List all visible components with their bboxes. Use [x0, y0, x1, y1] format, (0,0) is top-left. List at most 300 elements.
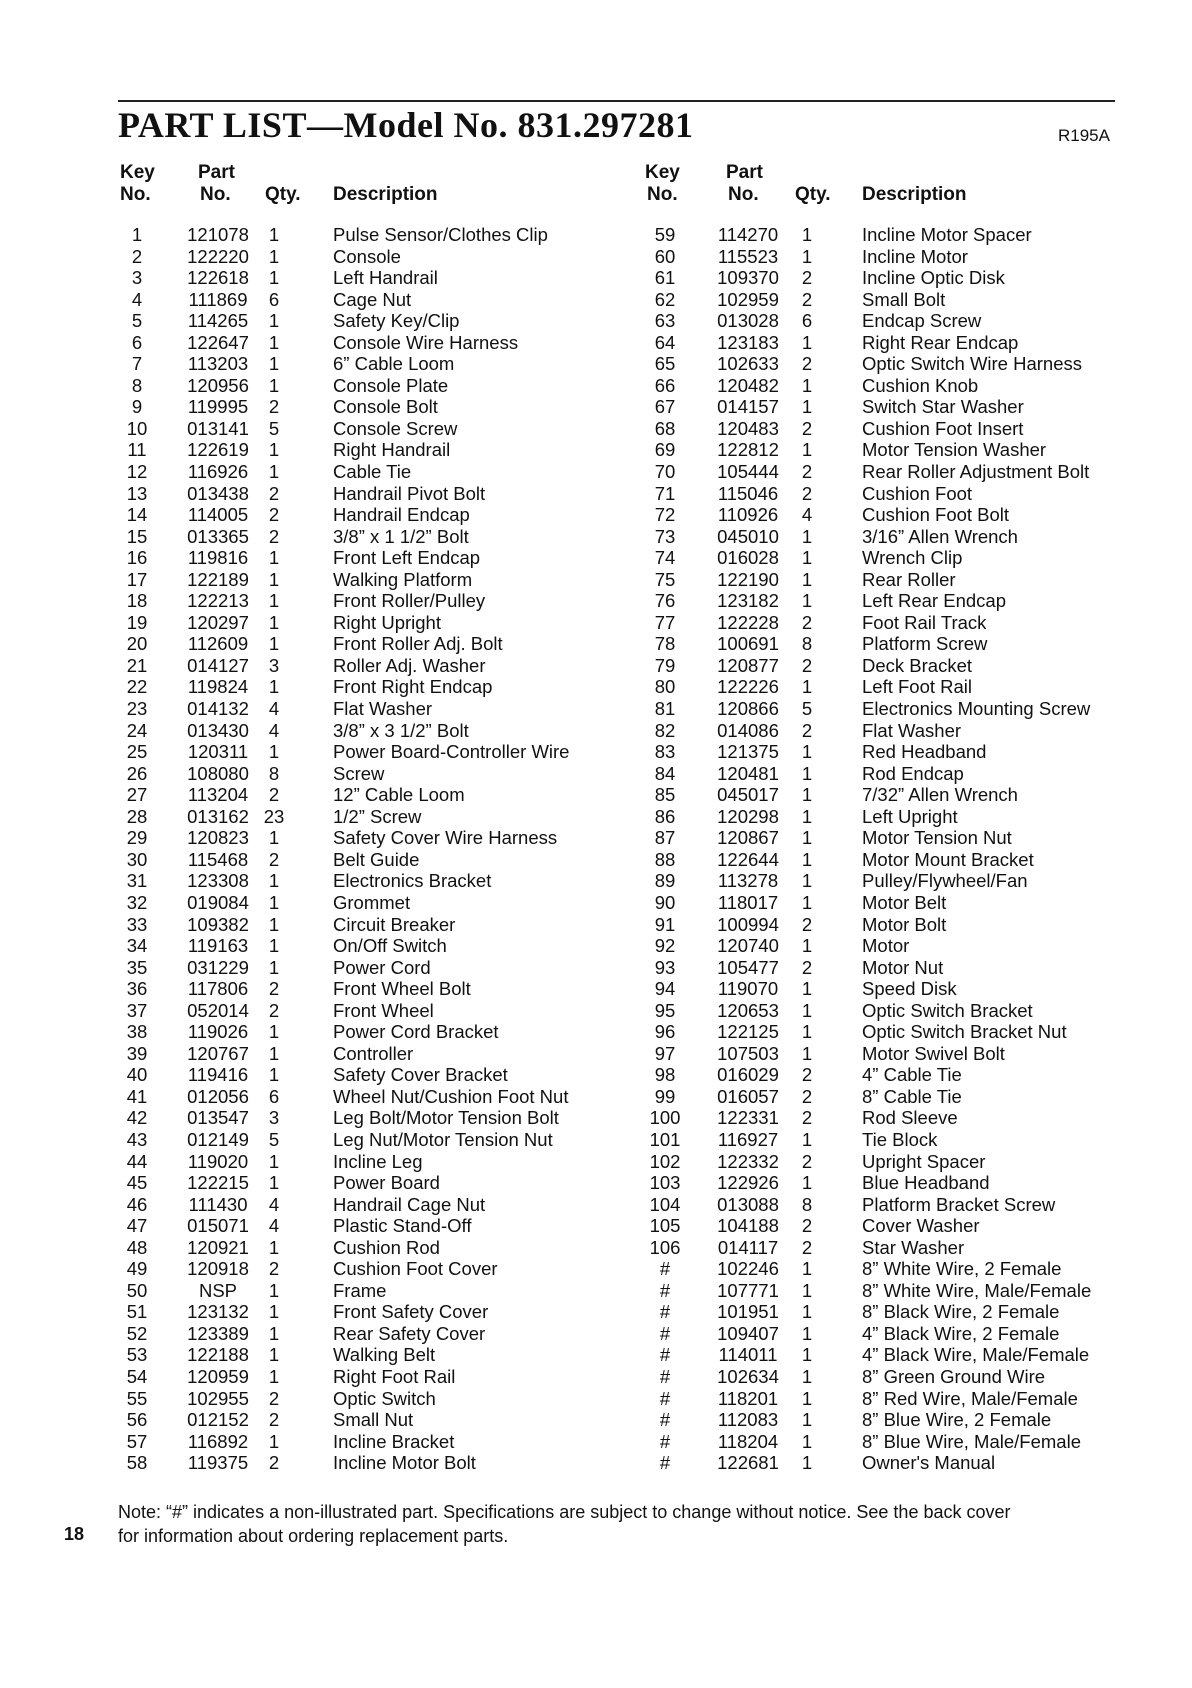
part-no: 012149 [187, 1128, 249, 1150]
part-no: 102955 [187, 1387, 249, 1409]
part-no: NSP [198, 1279, 238, 1301]
part-no: 122332 [717, 1150, 779, 1172]
part-no: 014157 [717, 396, 779, 418]
key-no: 74 [654, 547, 676, 569]
qty: 1 [801, 1430, 813, 1452]
key-no: 27 [126, 784, 148, 806]
key-no: 88 [654, 848, 676, 870]
table-row [0, 935, 1192, 957]
table-row [0, 246, 1192, 268]
part-no: 120921 [187, 1236, 249, 1258]
key-no: 85 [654, 784, 676, 806]
description: Right Upright [333, 611, 441, 633]
qty: 2 [268, 999, 280, 1021]
part-no: 119070 [717, 978, 779, 1000]
title-rule [118, 100, 1115, 102]
description: Motor Belt [862, 891, 947, 913]
key-no: 71 [654, 482, 676, 504]
qty: 3 [268, 654, 280, 676]
description: 4” Black Wire, 2 Female [862, 1322, 1060, 1344]
key-no: 44 [126, 1150, 148, 1172]
key-no: 100 [649, 1107, 681, 1129]
description: Walking Belt [333, 1344, 436, 1366]
part-no: 121078 [187, 224, 249, 245]
qty: 6 [801, 310, 813, 332]
part-no: 016057 [717, 1085, 779, 1107]
table-row [0, 892, 1192, 914]
table-row [0, 676, 1192, 698]
part-no: 013438 [187, 482, 249, 504]
part-no: 109382 [187, 913, 249, 935]
part-no: 110926 [717, 504, 779, 526]
description: 8” White Wire, Male/Female [862, 1279, 1092, 1301]
part-no: 031229 [187, 956, 249, 978]
key-no: 81 [654, 698, 676, 720]
key-no: 1 [131, 224, 143, 245]
key-no: 98 [654, 1064, 676, 1086]
key-no: 24 [126, 719, 148, 741]
key-no: 31 [126, 870, 148, 892]
part-no: 012152 [187, 1409, 249, 1431]
part-no: 014086 [717, 719, 779, 741]
table-row [0, 1172, 1192, 1194]
part-no: 045017 [717, 784, 779, 806]
part-no: 112083 [717, 1409, 779, 1431]
qty: 1 [801, 1322, 813, 1344]
table-row [0, 547, 1192, 569]
table-row [0, 612, 1192, 634]
qty: 5 [268, 1128, 280, 1150]
part-no: 013547 [187, 1107, 249, 1129]
qty: 1 [801, 676, 813, 698]
qty: 1 [801, 1042, 813, 1064]
key-no: 64 [654, 331, 676, 353]
key-no: 6 [131, 331, 143, 353]
page-number: 18 [64, 1524, 85, 1544]
part-no: 014132 [187, 698, 249, 720]
qty: 1 [268, 1021, 280, 1043]
qty: 2 [801, 611, 813, 633]
part-no: 013028 [717, 310, 779, 332]
part-no: 114265 [187, 310, 249, 332]
part-no: 019084 [187, 891, 249, 913]
key-no: 82 [654, 719, 676, 741]
description: Roller Adj. Washer [333, 654, 486, 676]
key-no: 97 [654, 1042, 676, 1064]
qty: 6 [268, 288, 280, 310]
qty: 2 [801, 913, 813, 935]
description: Power Cord Bracket [333, 1021, 499, 1043]
key-no: 16 [126, 547, 148, 569]
description: Right Handrail [333, 439, 451, 461]
qty: 4 [268, 698, 280, 720]
key-no: 35 [126, 956, 148, 978]
key-no: 46 [126, 1193, 148, 1215]
table-row [0, 1129, 1192, 1151]
key-no: 80 [654, 676, 676, 698]
description: Incline Motor Spacer [862, 224, 1032, 245]
table-row [0, 590, 1192, 612]
part-no: 016028 [717, 547, 779, 569]
part-no: 122188 [187, 1344, 249, 1366]
part-no: 101951 [717, 1301, 779, 1323]
table-row [0, 1215, 1192, 1237]
key-no: 83 [654, 741, 676, 763]
key-no: 51 [126, 1301, 148, 1323]
description: Left Foot Rail [862, 676, 973, 698]
table-row [0, 526, 1192, 548]
table-row [0, 1237, 1192, 1259]
key-no: 105 [649, 1215, 681, 1237]
description: Front Safety Cover [333, 1301, 489, 1323]
key-no: 49 [126, 1258, 148, 1280]
description: Rear Roller [862, 568, 956, 590]
key-no: 76 [654, 590, 676, 612]
key-no: 10 [126, 417, 148, 439]
table-row [0, 957, 1192, 979]
table-row [0, 1064, 1192, 1086]
part-no: 122619 [187, 439, 249, 461]
qty: 1 [268, 1365, 280, 1387]
qty: 1 [801, 1301, 813, 1323]
table-row [0, 1043, 1192, 1065]
description: Safety Key/Clip [333, 310, 460, 332]
description: 8” Blue Wire, Male/Female [862, 1430, 1081, 1452]
key-no: 101 [649, 1128, 681, 1150]
qty: 1 [268, 1344, 280, 1366]
part-no: 122125 [717, 1021, 779, 1043]
part-no: 120483 [717, 417, 779, 439]
qty: 2 [268, 1452, 280, 1474]
description: Power Cord [333, 956, 431, 978]
description: Console Wire Harness [333, 331, 519, 353]
description: Left Handrail [333, 267, 438, 289]
description: Cushion Foot [862, 482, 973, 504]
qty: 8 [268, 762, 280, 784]
qty: 1 [268, 1279, 280, 1301]
qty: 1 [268, 1301, 280, 1323]
description: Cushion Knob [862, 374, 979, 396]
description: Platform Bracket Screw [862, 1193, 1056, 1215]
description: Motor Swivel Bolt [862, 1042, 1005, 1064]
qty: 1 [801, 331, 813, 353]
key-no: 70 [654, 461, 676, 483]
description: Power Board [333, 1172, 440, 1194]
key-no: 33 [126, 913, 148, 935]
part-no: 016029 [717, 1064, 779, 1086]
qty: 1 [801, 848, 813, 870]
qty: 2 [801, 482, 813, 504]
key-no: 20 [126, 633, 148, 655]
qty: 1 [801, 827, 813, 849]
qty: 1 [268, 331, 280, 353]
qty: 1 [268, 267, 280, 289]
qty: 2 [801, 654, 813, 676]
description: 8” Red Wire, Male/Female [862, 1387, 1078, 1409]
table-row [0, 1021, 1192, 1043]
description: Front Left Endcap [333, 547, 481, 569]
qty: 1 [268, 741, 280, 763]
part-no: 122215 [187, 1172, 249, 1194]
qty: 2 [801, 1215, 813, 1237]
description: Cage Nut [333, 288, 412, 310]
description: Safety Cover Bracket [333, 1064, 508, 1086]
description: Walking Platform [333, 568, 473, 590]
table-row [0, 655, 1192, 677]
key-no: 12 [126, 461, 148, 483]
key-no: 37 [126, 999, 148, 1021]
description: Red Headband [862, 741, 987, 763]
key-no: 53 [126, 1344, 148, 1366]
description: Right Foot Rail [333, 1365, 456, 1387]
qty: 1 [268, 633, 280, 655]
key-no: # [659, 1279, 671, 1301]
qty-header: Qty. [265, 184, 301, 205]
description: Left Rear Endcap [862, 590, 1006, 612]
table-row [0, 224, 1192, 246]
description: Belt Guide [333, 848, 420, 870]
description: Platform Screw [862, 633, 988, 655]
description: Grommet [333, 891, 411, 913]
description: Upright Spacer [862, 1150, 986, 1172]
key-no: 65 [654, 353, 676, 375]
part-no: 122812 [717, 439, 779, 461]
description: 3/8” x 1 1/2” Bolt [333, 525, 469, 547]
qty: 1 [801, 374, 813, 396]
qty: 1 [801, 568, 813, 590]
table-row [0, 418, 1192, 440]
part-no: 116927 [717, 1128, 779, 1150]
key-no: 87 [654, 827, 676, 849]
description: Rod Endcap [862, 762, 964, 784]
key-no: 90 [654, 891, 676, 913]
description: Rear Roller Adjustment Bolt [862, 461, 1090, 483]
part-no: 120877 [717, 654, 779, 676]
key-no: 68 [654, 417, 676, 439]
description: Incline Bracket [333, 1430, 455, 1452]
table-row [0, 784, 1192, 806]
qty: 1 [268, 439, 280, 461]
part-no: 120918 [187, 1258, 249, 1280]
part-no: 111869 [188, 288, 248, 310]
description: Motor Tension Nut [862, 827, 1012, 849]
description: Foot Rail Track [862, 611, 987, 633]
description: Controller [333, 1042, 414, 1064]
qty: 2 [268, 978, 280, 1000]
key-no: 19 [126, 611, 148, 633]
key-no: 8 [131, 374, 143, 396]
key-no: # [659, 1430, 671, 1452]
qty: 1 [268, 461, 280, 483]
table-row [0, 1000, 1192, 1022]
key-no: 75 [654, 568, 676, 590]
key-no: 43 [126, 1128, 148, 1150]
description: Optic Switch Bracket Nut [862, 1021, 1067, 1043]
key-no: 23 [126, 698, 148, 720]
description: 8” Blue Wire, 2 Female [862, 1409, 1052, 1431]
part-no: 123183 [717, 331, 779, 353]
key-no: 48 [126, 1236, 148, 1258]
parts-list-right [0, 224, 1192, 1474]
table-row [0, 353, 1192, 375]
description: Optic Switch Wire Harness [862, 353, 1082, 375]
qty: 1 [801, 439, 813, 461]
key-no: 91 [654, 913, 676, 935]
table-row [0, 1280, 1192, 1302]
description: Star Washer [862, 1236, 965, 1258]
table-row [0, 1409, 1192, 1431]
description: 8” Green Ground Wire [862, 1365, 1046, 1387]
part-no: 116926 [187, 461, 249, 483]
description: 3/8” x 3 1/2” Bolt [333, 719, 469, 741]
table-row [0, 569, 1192, 591]
key-no: 54 [126, 1365, 148, 1387]
part-no: 122926 [717, 1172, 779, 1194]
table-row [0, 870, 1192, 892]
footnote-line2: for information about ordering replacement parts. [118, 1526, 509, 1546]
description: Rod Sleeve [862, 1107, 958, 1129]
qty: 1 [268, 1172, 280, 1194]
description: Plastic Stand-Off [333, 1215, 472, 1237]
qty: 4 [801, 504, 813, 526]
key-no: 28 [126, 805, 148, 827]
qty: 2 [268, 482, 280, 504]
key-no: 11 [127, 439, 147, 461]
part-no: 118204 [717, 1430, 779, 1452]
key-no: 25 [126, 741, 148, 763]
key-no: 36 [126, 978, 148, 1000]
key-no: 79 [654, 654, 676, 676]
table-row [0, 849, 1192, 871]
qty: 1 [801, 1409, 813, 1431]
description: 8” Black Wire, 2 Female [862, 1301, 1060, 1323]
key-no: 69 [654, 439, 676, 461]
part-no: 104188 [717, 1215, 779, 1237]
qty: 1 [268, 224, 280, 245]
key-no: # [659, 1409, 671, 1431]
key-no: 89 [654, 870, 676, 892]
key-no: 30 [126, 848, 148, 870]
part-no: 122226 [717, 676, 779, 698]
description: 4” Black Wire, Male/Female [862, 1344, 1090, 1366]
qty: 1 [268, 891, 280, 913]
qty: 1 [801, 741, 813, 763]
key-no: 32 [126, 891, 148, 913]
key-no: 96 [654, 1021, 676, 1043]
description: Owner's Manual [862, 1452, 996, 1474]
description: Frame [333, 1279, 387, 1301]
qty: 1 [268, 1150, 280, 1172]
qty: 1 [801, 224, 813, 245]
key-no: 7 [131, 353, 143, 375]
part-no: 122647 [187, 331, 249, 353]
key-no: # [659, 1452, 671, 1474]
table-row [0, 1452, 1192, 1474]
part-no: 013088 [717, 1193, 779, 1215]
part-no: 102633 [717, 353, 779, 375]
qty: 1 [268, 245, 280, 267]
right-column-headers [0, 162, 1192, 208]
table-row [0, 504, 1192, 526]
key-no: 72 [654, 504, 676, 526]
table-row [0, 1086, 1192, 1108]
part-no: 100994 [717, 913, 779, 935]
description: 3/16” Allen Wrench [862, 525, 1018, 547]
qty: 2 [801, 1064, 813, 1086]
description: Motor Bolt [862, 913, 947, 935]
description: Pulley/Flywheel/Fan [862, 870, 1028, 892]
part-header-line1: Part [726, 162, 763, 183]
key-header-line1: Key [645, 162, 680, 183]
key-header-line2: No. [120, 184, 151, 205]
key-no: 84 [654, 762, 676, 784]
part-no: 119163 [187, 935, 249, 957]
table-row [0, 375, 1192, 397]
qty: 2 [801, 267, 813, 289]
qty: 1 [801, 1021, 813, 1043]
qty: 1 [801, 1172, 813, 1194]
qty: 2 [268, 848, 280, 870]
key-no: 2 [131, 245, 143, 267]
description-header: Description [333, 184, 438, 205]
key-no: # [659, 1344, 671, 1366]
description: Leg Nut/Motor Tension Nut [333, 1128, 553, 1150]
description: Motor Tension Washer [862, 439, 1047, 461]
description: Motor Nut [862, 956, 944, 978]
table-row [0, 978, 1192, 1000]
description: Cushion Foot Cover [333, 1258, 498, 1280]
table-row [0, 763, 1192, 785]
qty: 3 [268, 1107, 280, 1129]
description: Tie Block [862, 1128, 938, 1150]
qty: 1 [268, 956, 280, 978]
description: Incline Motor [862, 245, 968, 267]
description: Cushion Rod [333, 1236, 440, 1258]
description: 1/2” Screw [333, 805, 422, 827]
part-no: 123132 [187, 1301, 249, 1323]
description: Front Wheel [333, 999, 434, 1021]
part-no: 102246 [717, 1258, 779, 1280]
part-no: 116892 [187, 1430, 249, 1452]
qty: 1 [268, 547, 280, 569]
part-no: 120823 [187, 827, 249, 849]
qty: 1 [801, 1452, 813, 1474]
qty: 1 [268, 310, 280, 332]
part-no: 122331 [717, 1107, 779, 1129]
part-no: 115523 [717, 245, 779, 267]
key-no: 106 [649, 1236, 681, 1258]
key-no: 22 [126, 676, 148, 698]
part-no: 052014 [187, 999, 249, 1021]
description: Incline Leg [333, 1150, 423, 1172]
description: Deck Bracket [862, 654, 973, 676]
footnote-line1: Note: “#” indicates a non-illustrated part. Specifications are subject to change without notice. See the back cover [118, 1502, 1011, 1522]
description: Front Roller/Pulley [333, 590, 486, 612]
description: Rear Safety Cover [333, 1322, 486, 1344]
part-no: 120481 [717, 762, 779, 784]
part-no: 119995 [187, 396, 249, 418]
qty: 1 [801, 547, 813, 569]
qty: 2 [268, 1409, 280, 1431]
key-no: 3 [131, 267, 143, 289]
qty: 1 [268, 1064, 280, 1086]
description: Pulse Sensor/Clothes Clip [333, 224, 548, 245]
key-no: 40 [126, 1064, 148, 1086]
part-no: 111430 [188, 1193, 248, 1215]
description: Right Rear Endcap [862, 331, 1019, 353]
description: Circuit Breaker [333, 913, 456, 935]
part-no: 107771 [717, 1279, 779, 1301]
